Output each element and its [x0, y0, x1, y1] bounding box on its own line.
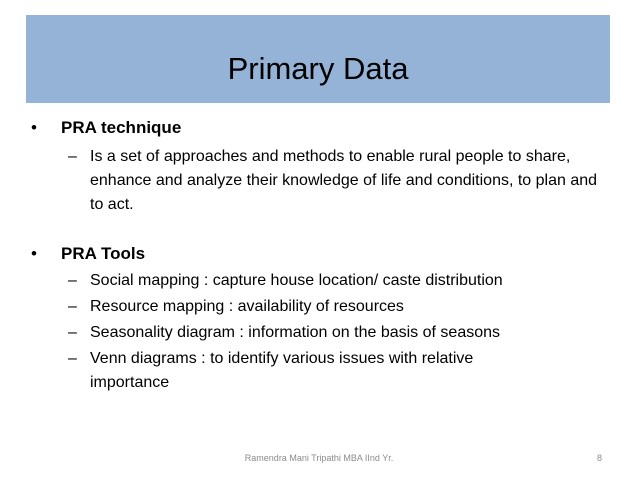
section-heading-pra-technique: PRA technique	[61, 118, 182, 137]
tool-item-seasonality-diagram: Seasonality diagram : information on the basis of seasons	[90, 324, 501, 341]
slide-title: Primary Data	[227, 51, 409, 86]
pra-technique-definition: Is a set of approaches and methods to enable rural people to share, enhance and analyze their knowledge of life and conditions, to plan and to act.	[90, 148, 598, 213]
dash-marker: –	[68, 350, 77, 367]
page-number: 8	[596, 453, 602, 463]
dash-marker: –	[68, 272, 77, 289]
tool-item-venn-diagrams: Venn diagrams : to identify various issues with relative importance	[90, 350, 474, 391]
dash-marker: –	[68, 298, 77, 315]
title-banner	[26, 15, 610, 103]
bullet-marker: •	[31, 244, 37, 263]
tool-item-resource-mapping: Resource mapping : availability of resources	[90, 298, 404, 315]
bullet-marker: •	[31, 118, 37, 137]
section-heading-pra-tools: PRA Tools	[61, 244, 146, 263]
tool-item-social-mapping: Social mapping : capture house location/ caste distribution	[90, 272, 503, 289]
dash-marker: –	[68, 324, 77, 341]
footer-author: Ramendra Mani Tripathi MBA IInd Yr.	[244, 453, 394, 463]
dash-marker: –	[68, 148, 77, 165]
